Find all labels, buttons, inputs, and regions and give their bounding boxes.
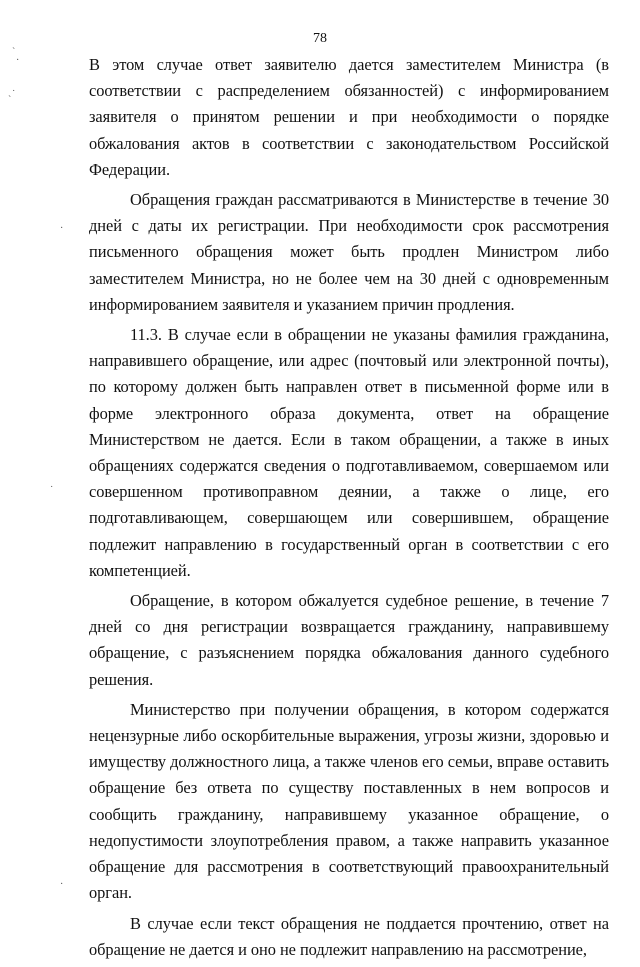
scan-mark: ·: [16, 55, 20, 66]
paragraph: Обращение, в котором обжалуется судебное решение, в течение 7 дней со дня регистрации возвращается гражданину, направившему обращение, с разъяснением порядка обжалования данного судебного решения.: [89, 591, 609, 689]
scan-mark: ˙: [50, 485, 54, 496]
scan-mark: ˋ: [8, 95, 12, 106]
paragraph: В случае если текст обращения не поддается прочтению, ответ на обращение не дается и оно не подлежит направлению на рассмотрение,: [89, 913, 609, 959]
paragraph: Обращения граждан рассматриваются в Министерстве в течение 30 дней с даты их регистрации. При необходимости срок рассмотрения письменного обращения может быть продлен Министром либо заместителем Министра, но не более чем на 30 дней с одновременным информированием заявителя и указанием причин продления.: [89, 190, 609, 314]
paragraph: Министерство при получении обращения, в котором содержатся нецензурные либо оскорбительные выражения, угрозы жизни, здоровью и имуществу должностного лица, а также членов его семьи, вправе оставить обращение без ответа по существу поставленных в нем вопросов и сообщить гражданину, направившему указанное обращение, о недопустимости злоупотребления правом, а также направить указанное обращение для рассмотрения в соответствующий правоохранительный орган.: [89, 699, 609, 903]
scan-mark: ·: [60, 879, 64, 890]
scan-mark: ˙: [12, 89, 16, 100]
document-body: [89, 52, 609, 967]
scan-mark: ˋ: [12, 47, 16, 58]
paragraph: В этом случае ответ заявителю дается заместителем Министра (в соответствии с распределением обязанностей) с информированием заявителя о принятом решении и при необходимости о порядке обжалования актов в соответствии с законодательством Российской Федерации.: [89, 55, 609, 179]
paragraph: 11.3. В случае если в обращении не указаны фамилия гражданина, направившего обращение, или адрес (почтовый или электронной почты), по которому должен быть направлен ответ в письменной форме или в форме электронного образа документа, ответ на обращение Министерством не дается. Если в таком обращении, а также в иных обращениях содержатся сведения о подготавливаемом, совершаемом или совершенном противоправном деянии, а также о лице, его подготавливающем, совершающем или совершившем, обращение подлежит направлению в государственный орган в соответствии с его компетенцией.: [89, 325, 609, 580]
page-number: 78: [313, 31, 327, 46]
scan-mark: ·: [60, 223, 64, 234]
